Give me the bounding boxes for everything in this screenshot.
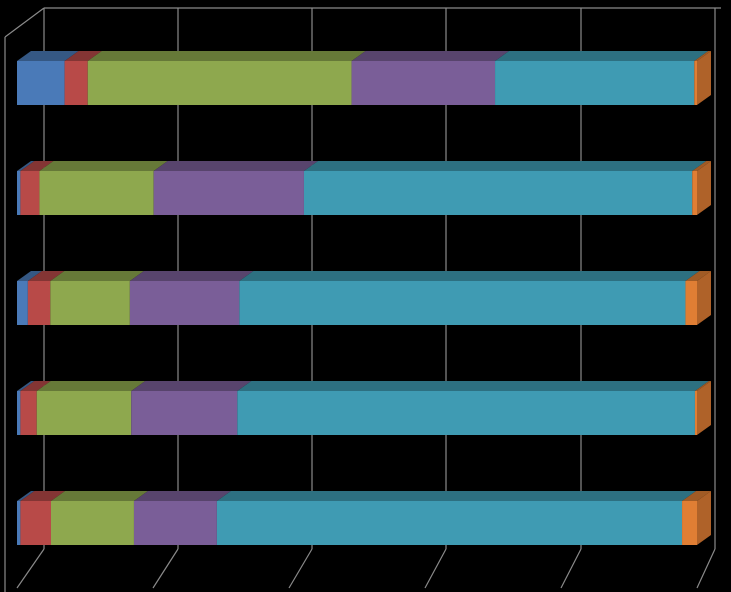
bar-top-face — [237, 381, 709, 391]
floor-gridline — [561, 549, 581, 588]
bar-top-face — [495, 51, 708, 61]
side-wall-top — [5, 8, 44, 37]
bars — [17, 51, 711, 545]
bar-segment — [20, 171, 39, 215]
bar-top-face — [352, 51, 509, 61]
bar-segment — [17, 61, 65, 105]
bar-segment — [154, 171, 304, 215]
bar-segment — [28, 281, 50, 325]
bar-segment — [682, 501, 697, 545]
bar-segment — [88, 61, 352, 105]
bar-top-face — [217, 491, 696, 501]
bar-segment — [20, 501, 51, 545]
bar-segment — [37, 391, 132, 435]
bar-top-face — [37, 381, 146, 391]
bar-top-face — [134, 491, 231, 501]
bar-segment — [304, 171, 692, 215]
floor-gridline — [697, 549, 715, 588]
bar-top-face — [239, 271, 699, 281]
bar-segment — [50, 281, 130, 325]
bar-segment — [237, 391, 695, 435]
bar-top-face — [39, 161, 167, 171]
bar-segment — [131, 391, 237, 435]
bar-segment — [17, 171, 20, 215]
floor-gridline — [17, 549, 44, 588]
bar-segment — [51, 501, 134, 545]
bar-segment — [17, 501, 20, 545]
bar-top-face — [131, 381, 251, 391]
bar-segment — [130, 281, 239, 325]
bar-segment — [352, 61, 495, 105]
bar-segment — [17, 281, 28, 325]
bar-segment — [39, 171, 153, 215]
bar-segment — [134, 501, 217, 545]
bar-segment — [692, 171, 697, 215]
bar-segment — [217, 501, 682, 545]
bar-top-face — [130, 271, 253, 281]
floor-gridline — [425, 549, 446, 588]
bar-segment — [694, 61, 697, 105]
bar-top-face — [304, 161, 706, 171]
bar-top-face — [88, 51, 366, 61]
bar-segment — [17, 391, 20, 435]
bar-top-face — [51, 491, 148, 501]
bar-segment — [695, 391, 697, 435]
bar-segment — [495, 61, 694, 105]
bar-top-face — [154, 161, 318, 171]
bar-segment — [239, 281, 685, 325]
floor-gridline — [153, 549, 178, 588]
bar-top-face — [50, 271, 144, 281]
bar-segment — [20, 391, 36, 435]
bar-segment — [65, 61, 88, 105]
floor-gridline — [289, 549, 312, 588]
bar-segment — [685, 281, 697, 325]
